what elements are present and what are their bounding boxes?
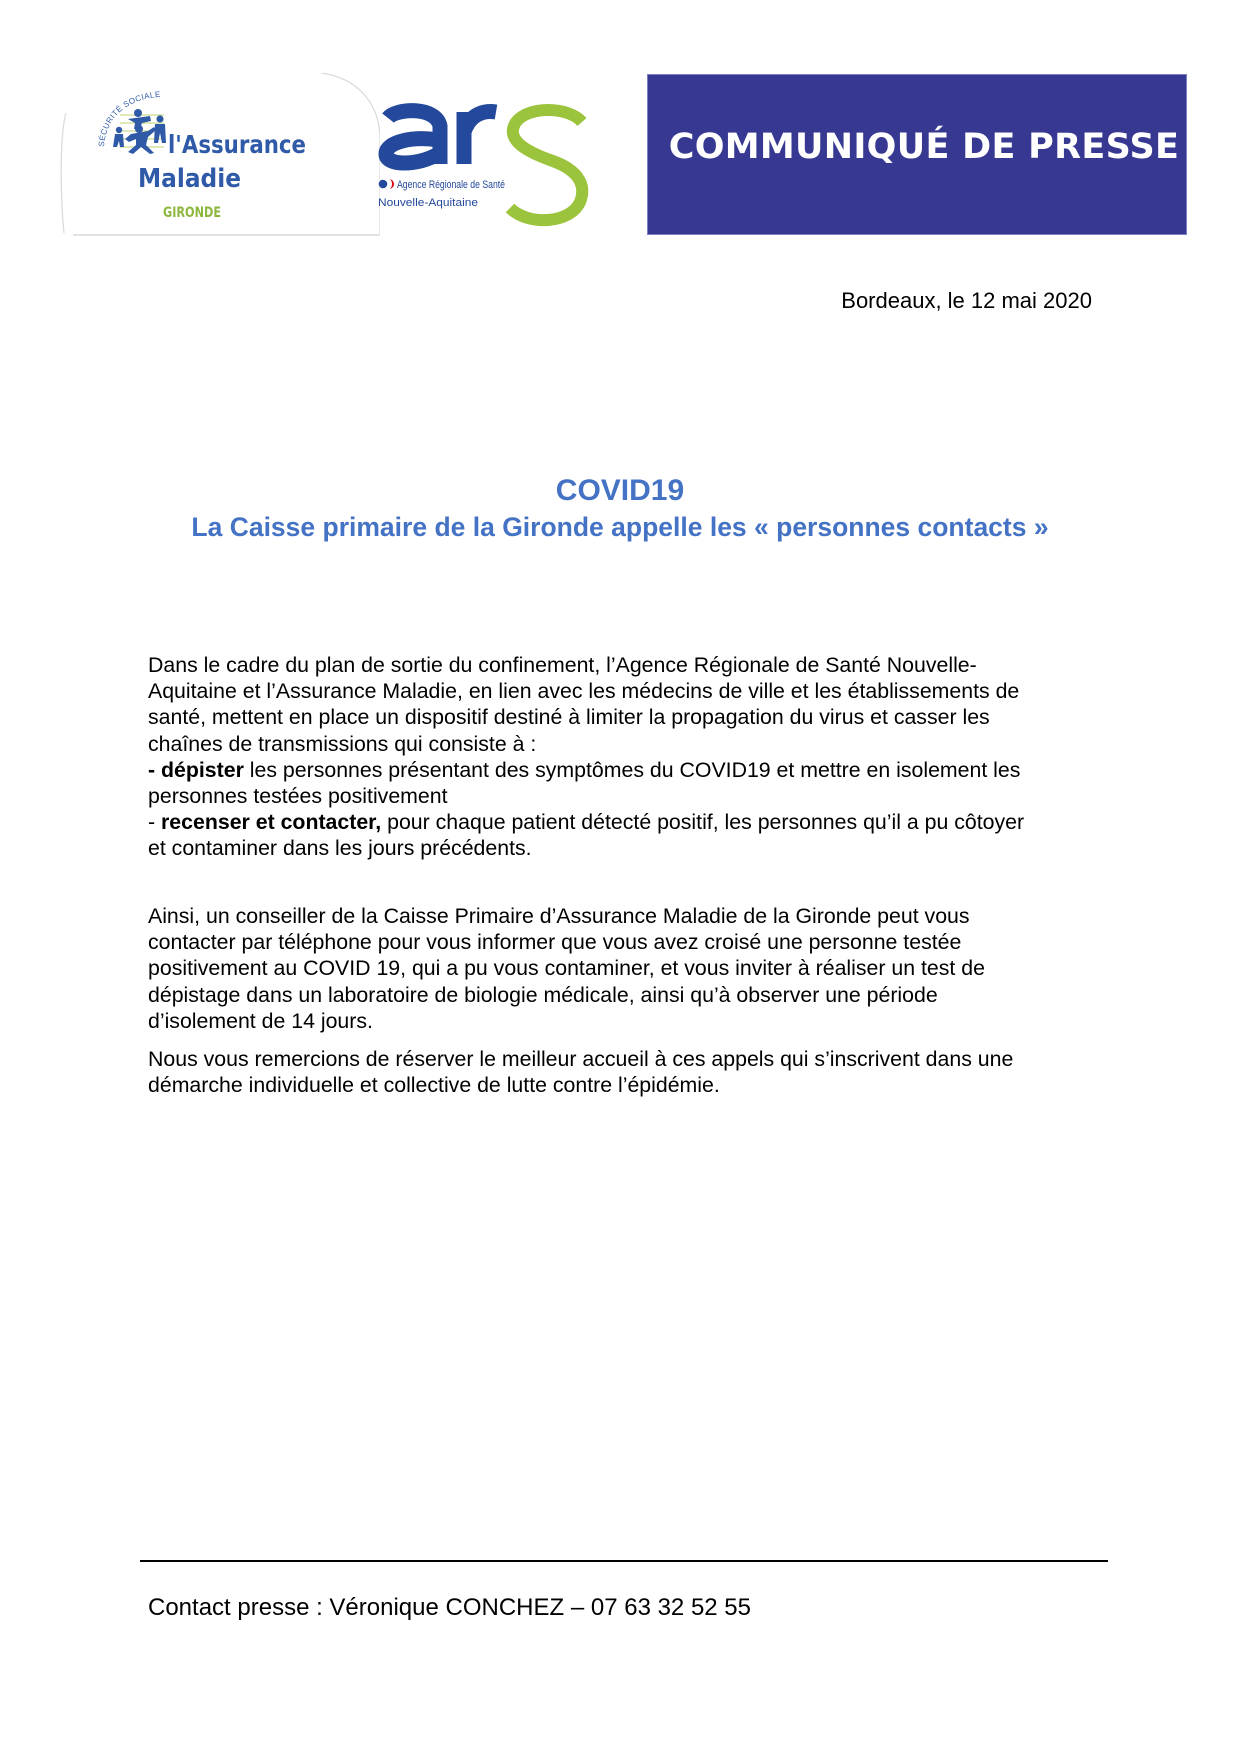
document-subtitle: La Caisse primaire de la Gironde appelle les « personnes contacts » — [191, 512, 1049, 542]
bullet-item-recenser — [148, 809, 1108, 835]
text-line: personnes testées positivement — [148, 783, 448, 808]
assurance-maladie-logo — [58, 73, 380, 236]
logo-assurance-text: l'Assurance — [168, 130, 306, 159]
bullet-item-depister — [148, 757, 1108, 783]
bullet-text: pour chaque patient détecté positif, les personnes qu’il a pu côtoyer — [381, 810, 1025, 835]
body-paragraph-thanks — [148, 1046, 1108, 1098]
ars-dot-blue-icon — [379, 180, 388, 189]
ars-logo — [378, 100, 603, 232]
body-paragraph-intro — [148, 652, 1108, 862]
press-release-banner — [647, 74, 1187, 235]
bullet-bold: - dépister — [148, 757, 244, 782]
text-line: contacter par téléphone pour vous informer que vous avez croisé une personne testée — [148, 930, 962, 955]
logo-arc-text: SÉCURITÉ SOCIALE — [96, 89, 162, 148]
text-line: Dans le cadre du plan de sortie du confinement, l’Agence Régionale de Santé Nouvelle- — [148, 653, 977, 677]
text-line: Nous vous remercions de réserver le meilleur accueil à ces appels qui s’inscrivent dans une — [148, 1047, 1014, 1071]
text-line: santé, mettent en place un dispositif destiné à limiter la propagation du virus et casser les — [148, 705, 990, 730]
text-line: d’isolement de 14 jours. — [148, 1008, 373, 1033]
logo-maladie-text: Maladie — [138, 164, 241, 194]
ars-s-shape — [510, 110, 582, 220]
text-line: Ainsi, un conseiller de la Caisse Primaire d’Assurance Maladie de la Gironde peut vous — [148, 904, 970, 928]
ars-dot-red-icon — [389, 179, 394, 189]
text-line: dépistage dans un laboratoire de biologie médicale, ainsi qu’à observer une période — [148, 982, 938, 1007]
press-contact: Contact presse : Véronique CONCHEZ – 07 63 32 52 55 — [148, 1594, 751, 1621]
text-line: chaînes de transmissions qui consiste à : — [148, 731, 537, 756]
ars-letters-shape — [386, 111, 496, 164]
press-release-label: COMMUNIQUÉ DE PRESSE — [668, 127, 1180, 167]
footer-divider — [140, 1560, 1108, 1562]
bullet-text: les personnes présentant des symptômes du COVID19 et mettre en isolement les — [243, 757, 1021, 782]
body-paragraph-contact — [148, 903, 1108, 1034]
text-line: démarche individuelle et collective de lutte contre l’épidémie. — [148, 1073, 720, 1098]
text-line: Aquitaine et l’Assurance Maladie, en lien avec les médecins de ville et les établissements de — [148, 679, 1020, 704]
text-line: et contaminer dans les jours précédents. — [148, 836, 532, 861]
text-line: positivement au COVID 19, qui a pu vous contaminer, et vous inviter à réaliser un test de — [148, 956, 985, 981]
ars-region-text: Nouvelle-Aquitaine — [378, 197, 478, 209]
bullet-dash: - — [148, 810, 162, 835]
document-title: COVID19 — [555, 474, 685, 507]
logo-gironde-text: GIRONDE — [163, 205, 221, 221]
ars-agency-text: Agence Régionale de Santé — [397, 179, 505, 191]
bullet-bold: recenser et contacter, — [161, 810, 382, 835]
document-date: Bordeaux, le 12 mai 2020 — [841, 288, 1092, 313]
